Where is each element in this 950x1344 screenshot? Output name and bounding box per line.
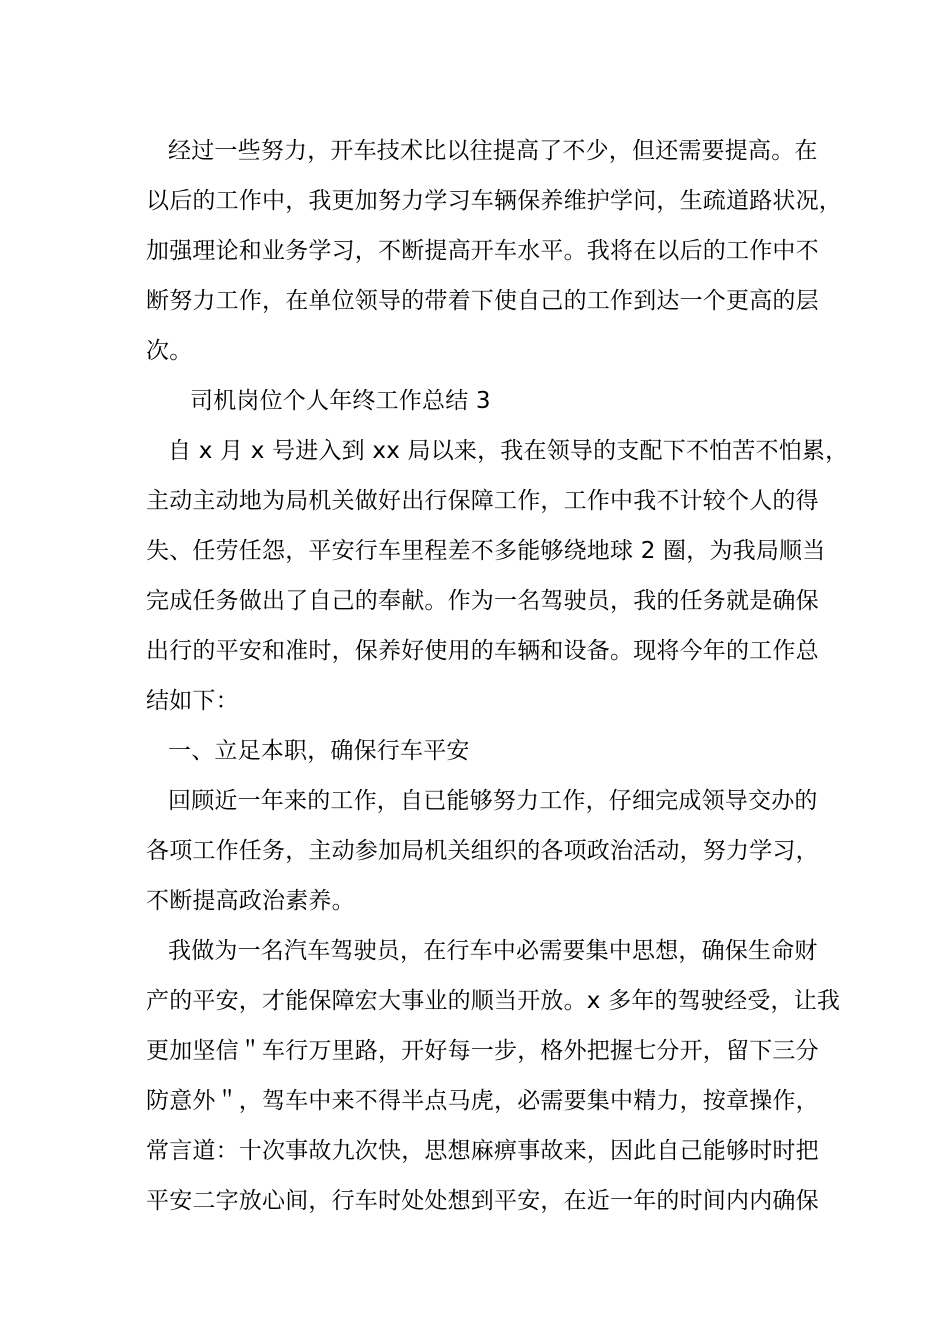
paragraph-line: 我做为一名汽车驾驶员，在行车中必需要集中思想，确保生命财 (168, 938, 818, 964)
paragraph-line: 产的平安，才能保障宏大事业的顺当开放。x 多年的驾驶经受，让我 (146, 988, 841, 1014)
paragraph-line: 主动主动地为局机关做好出行保障工作，工作中我不计较个人的得 (146, 488, 819, 514)
paragraph-line: 回顾近一年来的工作，自已能够努力工作，仔细完成领导交办的 (168, 788, 818, 814)
paragraph-line: 加强理论和业务学习，不断提高开车水平。我将在以后的工作中不 (146, 238, 819, 264)
paragraph-line: 以后的工作中，我更加努力学习车辆保养维护学问，生疏道路状况， (146, 188, 842, 214)
paragraph-line: 自 x 月 x 号进入到 xx 局以来，我在领导的支配下不怕苦不怕累， (168, 438, 849, 464)
paragraph-line: 平安二字放心间，行车时处处想到平安，在近一年的时间内内确保 (146, 1188, 819, 1214)
paragraph-line: 出行的平安和准时，保养好使用的车辆和设备。现将今年的工作总 (146, 638, 819, 664)
paragraph-line: 次。 (146, 338, 193, 364)
paragraph-line: 结如下： (146, 688, 239, 714)
paragraph-line: 完成任务做出了自己的奉献。作为一名驾驶员，我的任务就是确保 (146, 588, 819, 614)
paragraph-line: 不断提高政治素养。 (146, 888, 355, 914)
subsection-heading: 一、立足本职，确保行车平安 (168, 738, 470, 764)
paragraph-line: 常言道：十次事故九次快，思想麻痹事故来，因此自己能够时时把 (146, 1138, 819, 1164)
paragraph-line: 经过一些努力，开车技术比以往提高了不少，但还需要提高。在 (168, 138, 818, 164)
paragraph-line: 失、任劳任怨，平安行车里程差不多能够绕地球 2 圈，为我局顺当 (146, 538, 826, 564)
section-title: 司机岗位个人年终工作总结 3 (190, 388, 491, 414)
paragraph-line: 各项工作任务，主动参加局机关组织的各项政治活动，努力学习， (146, 838, 819, 864)
paragraph-line: 防意外＂，驾车中来不得半点马虎，必需要集中精力，按章操作， (146, 1088, 819, 1114)
paragraph-line: 更加坚信＂车行万里路，开好每一步，格外把握七分开，留下三分 (146, 1038, 819, 1064)
paragraph-line: 断努力工作，在单位领导的带着下使自己的工作到达一个更高的层 (146, 288, 819, 314)
